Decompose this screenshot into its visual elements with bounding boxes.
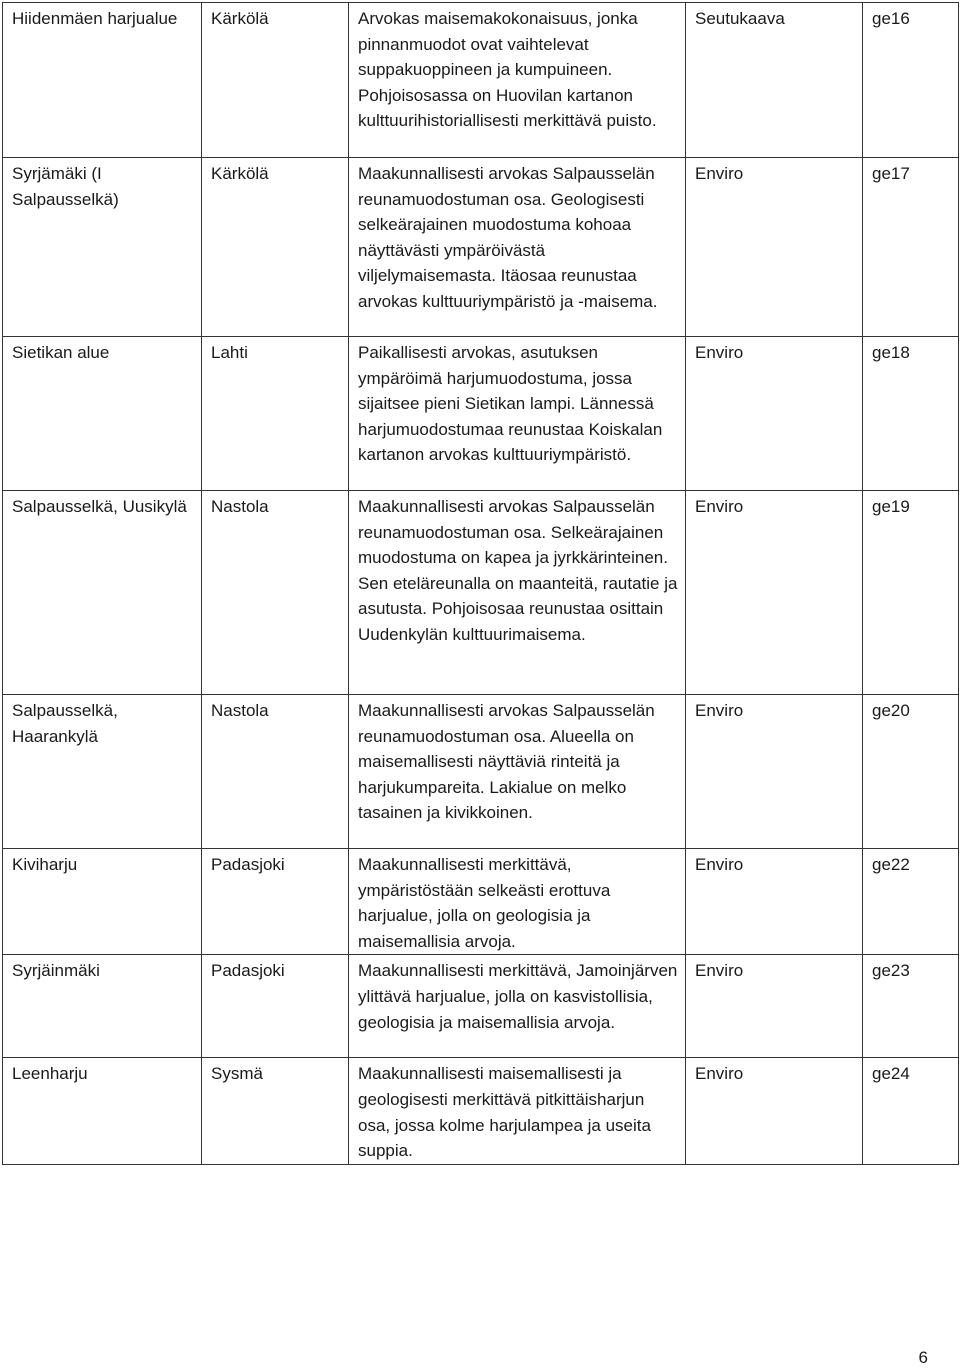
description-cell: Arvokas maisemakokonaisuus, jonka pinnanmuodot ovat vaihtelevat suppakuoppineen ja kumpuineen. Pohjoisosassa on Huovilan kartanon kulttuurihistoriallisesti merkittävä puisto. xyxy=(349,3,686,158)
code-cell: ge17 xyxy=(863,158,959,337)
description-cell: Paikallisesti arvokas, asutuksen ympäröimä harjumuodostuma, jossa sijaitsee pieni Sietikan lampi. Lännessä harjumuodostumaa reunustaa Koiskalan kartanon arvokas kulttuuriympäristö. xyxy=(349,337,686,491)
source-cell: Enviro xyxy=(686,849,863,955)
description-cell: Maakunnallisesti merkittävä, ympäristöstään selkeästi erottuva harjualue, jolla on geologisia ja maisemallisia arvoja. xyxy=(349,849,686,955)
municipality-cell: Kärkölä xyxy=(202,3,349,158)
source-cell: Enviro xyxy=(686,1058,863,1164)
area-name-cell: Syrjämäki (I Salpausselkä) xyxy=(3,158,202,337)
municipality-cell: Sysmä xyxy=(202,1058,349,1164)
table-row xyxy=(3,337,959,491)
table-row xyxy=(3,158,959,337)
page-number: 6 xyxy=(918,1348,928,1367)
municipality-cell: Kärkölä xyxy=(202,158,349,337)
municipality-cell: Nastola xyxy=(202,695,349,849)
code-cell: ge18 xyxy=(863,337,959,491)
area-name-cell: Salpausselkä, Haarankylä xyxy=(3,695,202,849)
source-cell: Enviro xyxy=(686,955,863,1058)
description-cell: Maakunnallisesti maisemallisesti ja geologisesti merkittävä pitkittäisharjun osa, jossa kolme harjulampea ja useita suppia. xyxy=(349,1058,686,1164)
code-cell: ge19 xyxy=(863,491,959,695)
source-cell: Enviro xyxy=(686,158,863,337)
area-name-cell: Kiviharju xyxy=(3,849,202,955)
source-cell: Enviro xyxy=(686,337,863,491)
code-cell: ge22 xyxy=(863,849,959,955)
municipality-cell: Padasjoki xyxy=(202,849,349,955)
code-cell: ge20 xyxy=(863,695,959,849)
area-name-cell: Syrjäinmäki xyxy=(3,955,202,1058)
area-name-cell: Hiidenmäen harjualue xyxy=(3,3,202,158)
table-row xyxy=(3,695,959,849)
table-row xyxy=(3,491,959,695)
municipality-cell: Padasjoki xyxy=(202,955,349,1058)
area-name-cell: Salpausselkä, Uusikylä xyxy=(3,491,202,695)
table-row xyxy=(3,955,959,1058)
description-cell: Maakunnallisesti arvokas Salpausselän reunamuodostuman osa. Geologisesti selkeärajainen muodostuma kohoaa näyttävästi ympäröivästä viljelymaisemasta. Itäosaa reunustaa arvokas kulttuuriympäristö ja -maisema. xyxy=(349,158,686,337)
table-row xyxy=(3,849,959,955)
area-name-cell: Leenharju xyxy=(3,1058,202,1164)
table-row xyxy=(3,1058,959,1164)
source-cell: Enviro xyxy=(686,695,863,849)
code-cell: ge16 xyxy=(863,3,959,158)
code-cell: ge23 xyxy=(863,955,959,1058)
source-cell: Enviro xyxy=(686,491,863,695)
description-cell: Maakunnallisesti merkittävä, Jamoinjärven ylittävä harjualue, jolla on kasvistollisia, geologisia ja maisemallisia arvoja. xyxy=(349,955,686,1058)
description-cell: Maakunnallisesti arvokas Salpausselän reunamuodostuman osa. Selkeärajainen muodostuma on kapea ja jyrkkärinteinen. Sen eteläreunalla on maanteitä, rautatie ja asutusta. Pohjoisosaa reunustaa osittain Uudenkylän kulttuurimaisema. xyxy=(349,491,686,695)
landscape-areas-table xyxy=(2,2,959,1165)
municipality-cell: Nastola xyxy=(202,491,349,695)
description-cell: Maakunnallisesti arvokas Salpausselän reunamuodostuman osa. Alueella on maisemallisesti näyttäviä rinteitä ja harjukumpareita. Lakialue on melko tasainen ja kivikkoinen. xyxy=(349,695,686,849)
area-name-cell: Sietikan alue xyxy=(3,337,202,491)
source-cell: Seutukaava xyxy=(686,3,863,158)
table-row xyxy=(3,3,959,158)
code-cell: ge24 xyxy=(863,1058,959,1164)
municipality-cell: Lahti xyxy=(202,337,349,491)
